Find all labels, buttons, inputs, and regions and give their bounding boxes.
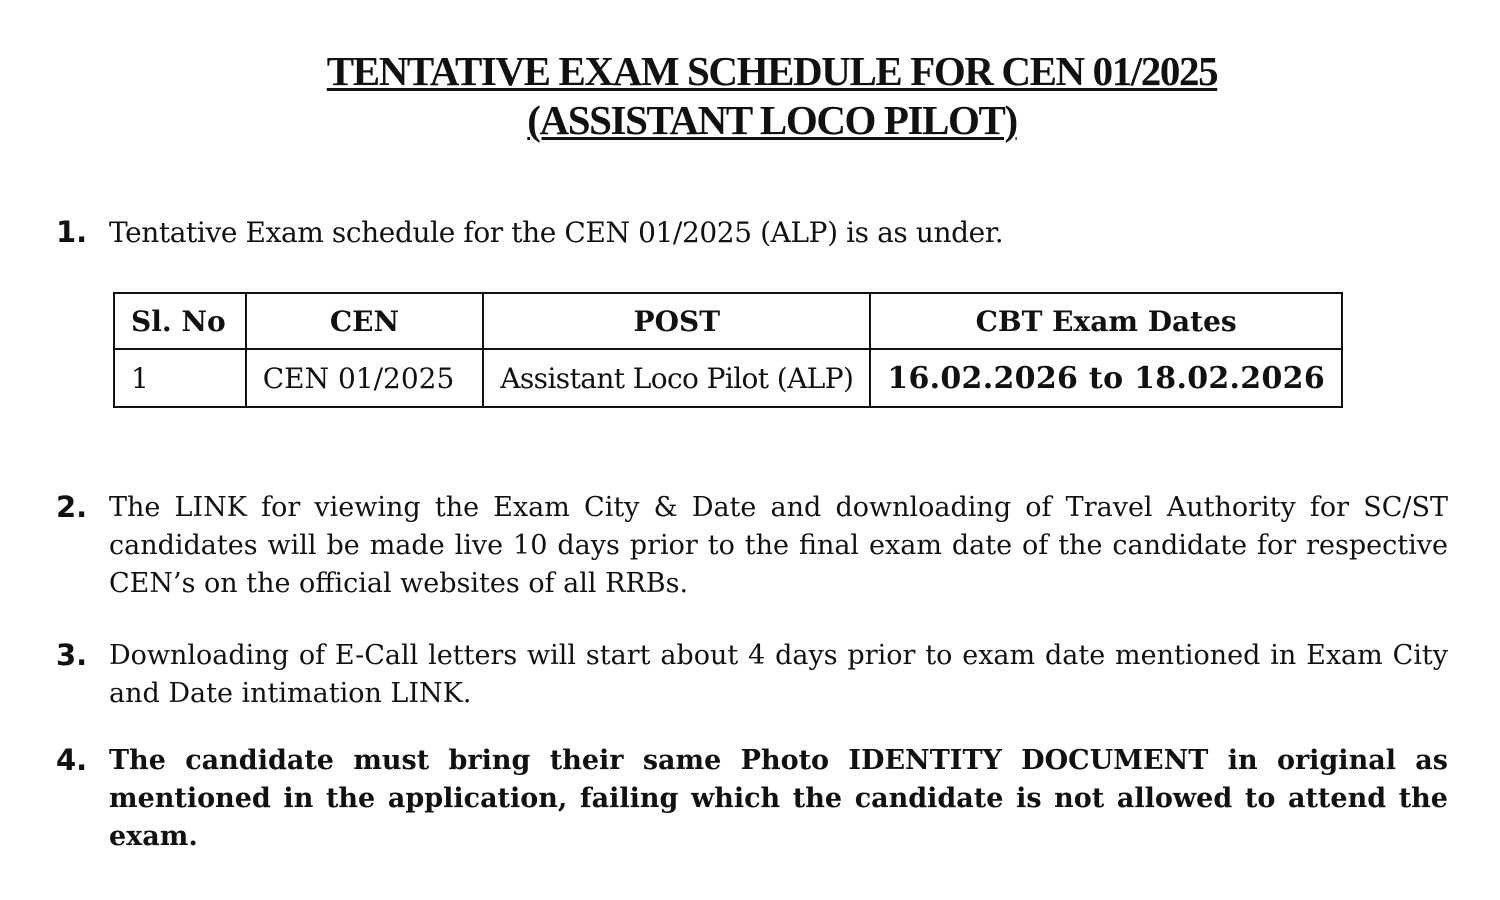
table-header-row [114,293,1342,349]
page-title: TENTATIVE EXAM SCHEDULE FOR CEN 01/2025 [326,48,1218,94]
column-header-sl-no: Sl. No [114,293,246,349]
list-item [56,489,1448,603]
cell-post: Assistant Loco Pilot (ALP) [483,349,870,407]
column-header-post: POST [483,293,870,349]
item-number: 4. [56,743,88,777]
item-text: Downloading of E-Call letters will start about 4 days prior to exam date mentioned in Exam City and Date intimation LINK. [109,640,1448,709]
list-item [56,742,1448,856]
item-number: 3. [56,638,88,672]
item-number: 1. [56,215,88,249]
page-subtitle: (ASSISTANT LOCO PILOT) [527,97,1017,143]
column-header-cbt-exam-dates: CBT Exam Dates [870,293,1342,349]
item-text: The candidate must bring their same Photo IDENTITY DOCUMENT in original as mentioned in the application, failing which the candidate is not allowed to attend the exam. [109,745,1448,852]
cell-sl-no: 1 [114,349,246,407]
exam-schedule-table [113,292,1343,408]
item-text: The LINK for viewing the Exam City & Date and downloading of Travel Authority for SC/ST candidates will be made live 10 days prior to the final exam date of the candidate for respective CEN’s on the official websites of all RRBs. [109,492,1448,599]
cell-exam-dates: 16.02.2026 to 18.02.2026 [870,349,1342,407]
table-row [114,349,1342,407]
cell-cen: CEN 01/2025 [246,349,484,407]
list-item [56,637,1448,713]
list-item [56,214,1448,252]
item-number: 2. [56,490,88,524]
column-header-cen: CEN [246,293,484,349]
item-text: Tentative Exam schedule for the CEN 01/2025 (ALP) is as under. [109,216,1004,249]
